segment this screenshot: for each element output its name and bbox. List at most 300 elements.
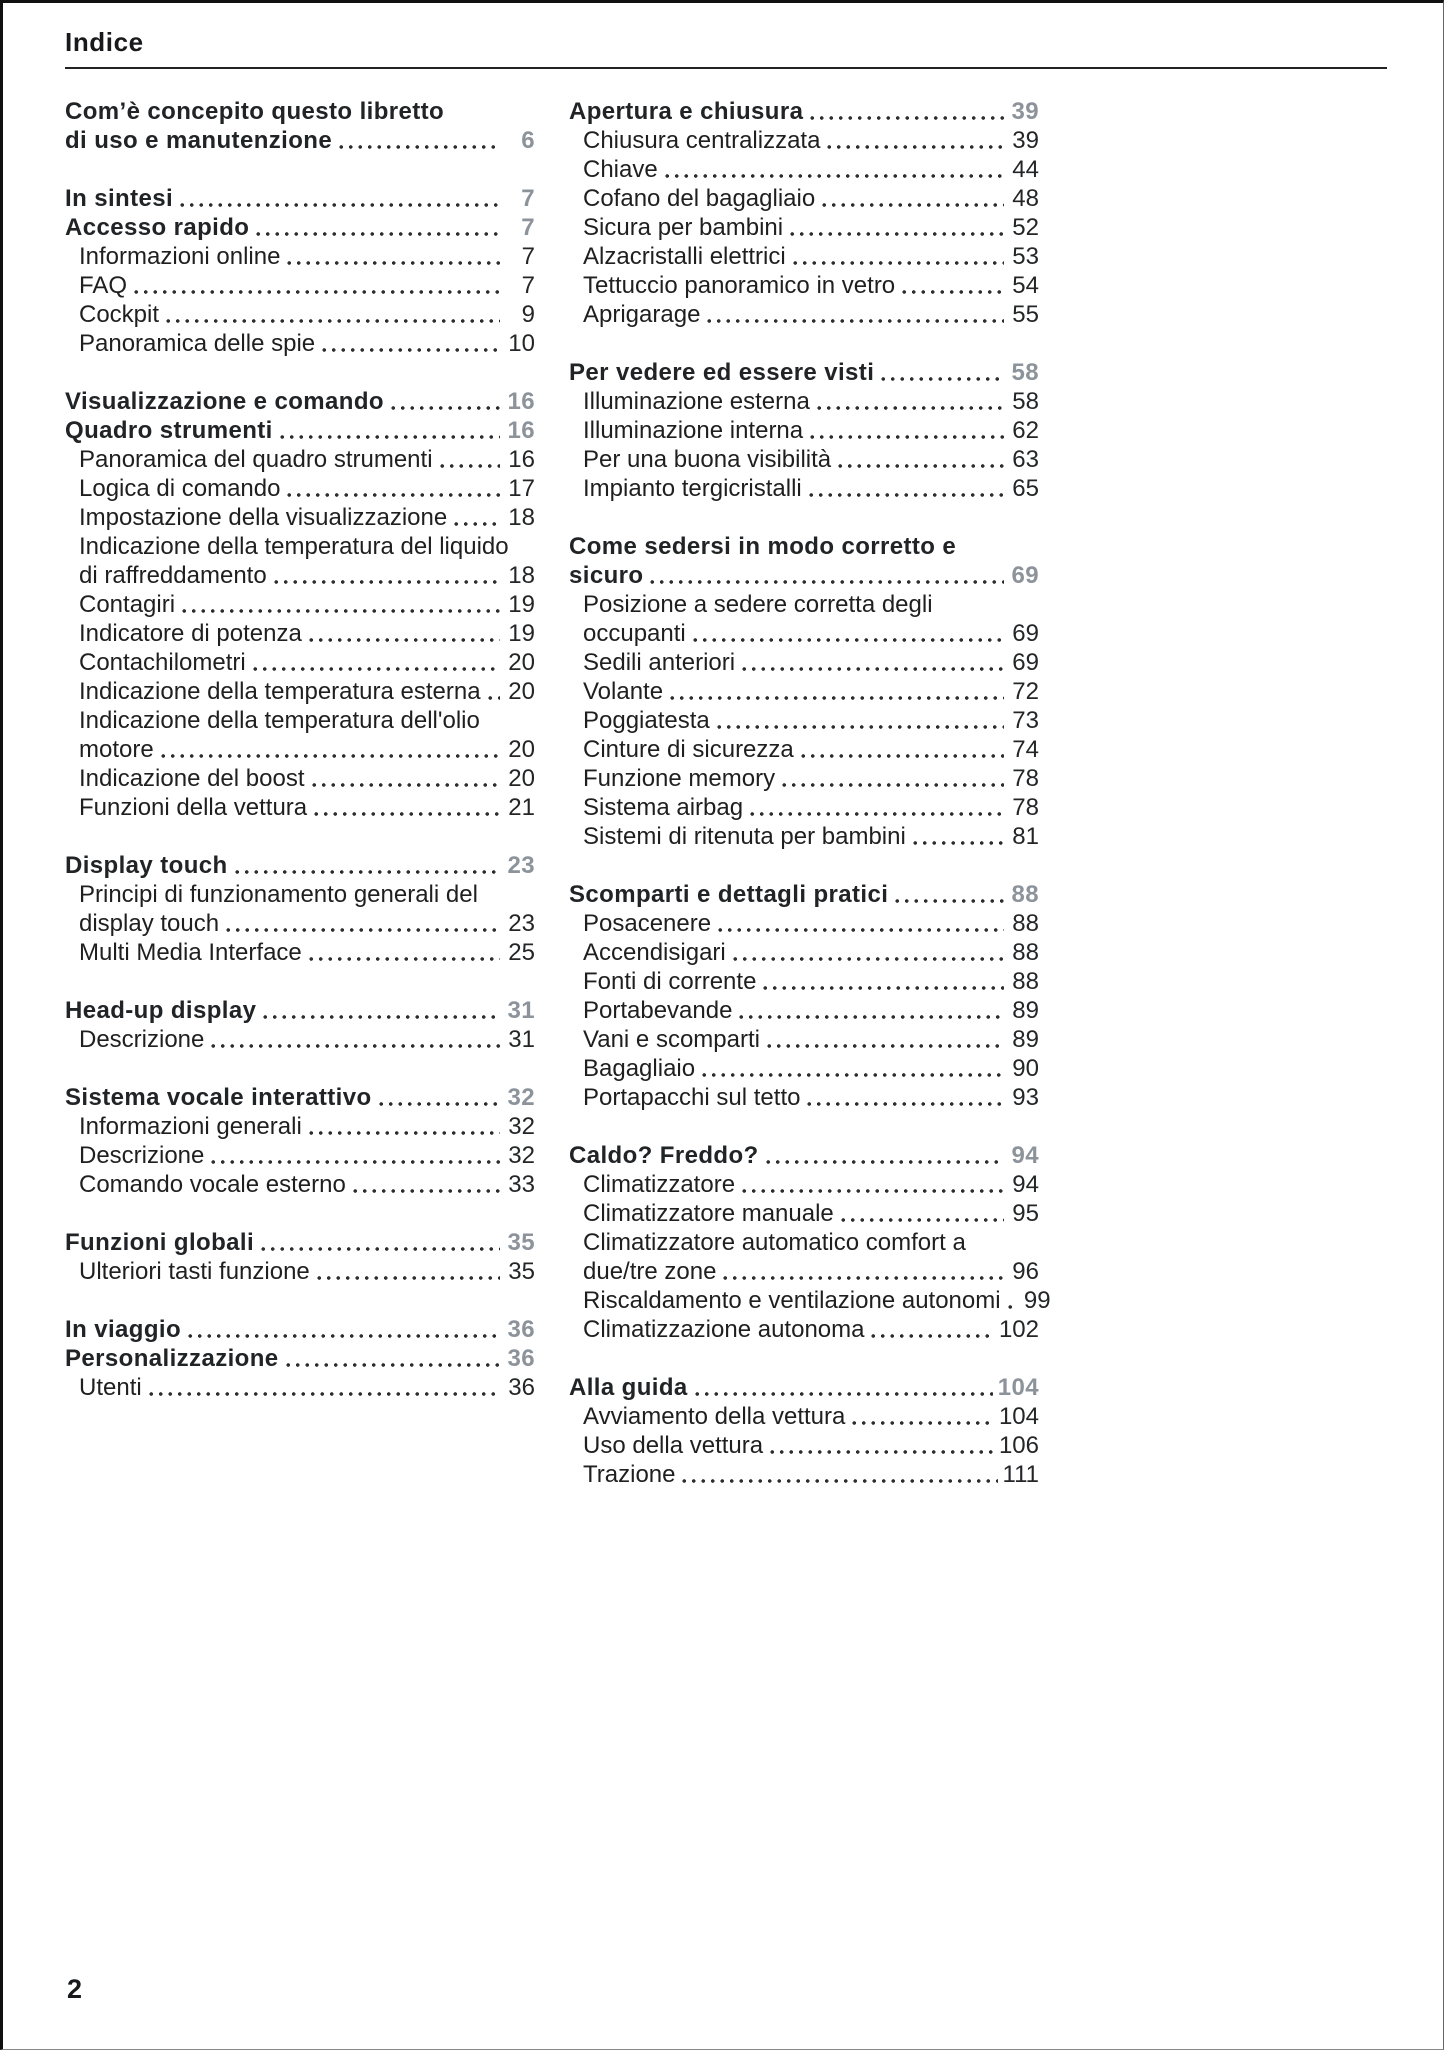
toc-entry: [569, 706, 1039, 735]
toc-entry-label: Contagiri: [79, 591, 176, 618]
toc-entry-row: [79, 445, 535, 474]
toc-entry-label: Trazione: [583, 1461, 676, 1488]
toc-entry-page-number: 23: [507, 852, 535, 879]
toc-entry-label: Poggiatesta: [583, 707, 710, 734]
toc-entry-page-number: 20: [508, 678, 535, 705]
toc-entry-page-number: 65: [1012, 475, 1039, 502]
toc-entry-label: Panoramica delle spie: [79, 330, 316, 357]
dot-leader: [379, 1098, 500, 1110]
toc-entry-row: [583, 909, 1039, 938]
toc-entry-row: [79, 242, 535, 271]
toc-entry-page-number: 36: [508, 1374, 535, 1401]
toc-entry-page-number: 6: [521, 127, 535, 154]
toc-entry-row: [65, 996, 535, 1025]
toc-entry-label: display touch: [79, 910, 220, 937]
toc-entry-page-number: 44: [1012, 156, 1039, 183]
toc-entry-row: [569, 358, 1039, 387]
toc-entry-row: [79, 1112, 535, 1141]
dot-leader: [902, 286, 1004, 298]
dot-leader: [280, 431, 500, 443]
toc-entry: [569, 677, 1039, 706]
toc-entry-label: Volante: [583, 678, 664, 705]
toc-entry-page-number: 16: [508, 446, 535, 473]
toc-entry: [569, 1402, 1039, 1431]
toc-entry-row: [79, 619, 535, 648]
toc-entry-page-number: 78: [1012, 765, 1039, 792]
toc-entry: [65, 271, 535, 300]
dot-leader: [723, 1272, 1004, 1284]
toc-group: [569, 1373, 1039, 1489]
toc-entry-page-number: 88: [1012, 939, 1039, 966]
toc-entry-page-number: 19: [508, 620, 535, 647]
toc-entry-row: [583, 1170, 1039, 1199]
toc-entry-row: [79, 1025, 535, 1054]
toc-entry-label: Visualizzazione e comando: [65, 388, 384, 415]
toc-entry-page-number: 111: [1002, 1461, 1039, 1488]
toc-entry: [569, 126, 1039, 155]
toc-entry-label: Alzacristalli elettrici: [583, 243, 786, 270]
toc-entry-row: [583, 967, 1039, 996]
toc-entry-page-number: 89: [1012, 1026, 1039, 1053]
toc-entry-line: Posizione a sedere corretta degli: [583, 591, 933, 618]
toc-entry-row: [583, 445, 1039, 474]
toc-entry: [65, 445, 535, 474]
toc-entry-label: Informazioni online: [79, 243, 281, 270]
toc-entry-page-number: 48: [1012, 185, 1039, 212]
toc-entry: [65, 1141, 535, 1170]
toc-entry: [65, 97, 535, 155]
toc-entry-row: [583, 1286, 1051, 1315]
toc-entry-row: [583, 1025, 1039, 1054]
toc-entry-row: [79, 938, 535, 967]
dot-leader: [767, 1040, 1004, 1052]
toc-entry-row: [583, 706, 1039, 735]
toc-entry-row: [583, 184, 1039, 213]
toc-entry-page-number: 33: [508, 1171, 535, 1198]
toc-entry-page-number: 55: [1012, 301, 1039, 328]
dot-leader: [750, 808, 1004, 820]
dot-leader: [314, 808, 500, 820]
toc-entry: [569, 793, 1039, 822]
toc-entry-page-number: 104: [998, 1403, 1039, 1430]
dot-leader: [881, 373, 1004, 385]
toc-entry: [65, 590, 535, 619]
toc-entry: [569, 1054, 1039, 1083]
toc-entry: [65, 474, 535, 503]
dot-leader: [211, 1156, 500, 1168]
dot-leader: [827, 141, 1004, 153]
toc-entry-row: [583, 996, 1039, 1025]
toc-entry-page-number: 7: [521, 243, 535, 270]
toc-entry-page-number: 36: [507, 1316, 535, 1343]
toc-entry-row: [79, 1257, 535, 1286]
toc-entry: [569, 938, 1039, 967]
toc-entry-label: Descrizione: [79, 1026, 205, 1053]
toc-entry-label: Caldo? Freddo?: [569, 1142, 759, 1169]
toc-entry-label: Impostazione della visualizzazione: [79, 504, 448, 531]
dot-leader: [682, 1475, 997, 1487]
toc-entry-row: [65, 387, 535, 416]
toc-entry-row: [583, 126, 1039, 155]
dot-leader: [149, 1388, 500, 1400]
toc-entry-label: Bagagliaio: [583, 1055, 696, 1082]
toc-entry: [65, 1112, 535, 1141]
header-rule: [65, 67, 1387, 69]
toc-entry-label: Chiusura centralizzata: [583, 127, 821, 154]
dot-leader: [742, 1185, 1004, 1197]
toc-entry-page-number: 69: [1011, 562, 1039, 589]
toc-entry-label: Accendisigari: [583, 939, 726, 966]
toc-entry: [569, 909, 1039, 938]
toc-entry-line: Climatizzatore automatico comfort a: [583, 1229, 966, 1256]
toc-entry: [65, 706, 535, 764]
toc-entry-page-number: 25: [508, 939, 535, 966]
dot-leader: [763, 982, 1004, 994]
toc-entry-page-number: 35: [507, 1229, 535, 1256]
toc-entry-page-number: 89: [1012, 997, 1039, 1024]
toc-entry-label: Illuminazione interna: [583, 417, 804, 444]
toc-entry: [569, 1141, 1039, 1170]
toc-entry: [65, 1373, 535, 1402]
toc-entry-label: Panoramica del quadro strumenti: [79, 446, 433, 473]
toc-entry: [65, 532, 535, 590]
toc-entry-row: [79, 1373, 535, 1402]
toc-entry-label: Multi Media Interface: [79, 939, 302, 966]
toc-entry-label: Illuminazione esterna: [583, 388, 810, 415]
toc-group: [569, 1141, 1051, 1344]
toc-entry: [569, 532, 1039, 590]
toc-entry-page-number: 63: [1012, 446, 1039, 473]
toc-entry-label: sicuro: [569, 562, 644, 589]
dot-leader: [339, 141, 500, 153]
toc-entry-page-number: 39: [1012, 127, 1039, 154]
toc-entry-page-number: 95: [1012, 1200, 1039, 1227]
toc-entry-label: Indicatore di potenza: [79, 620, 302, 647]
dot-leader: [670, 692, 1004, 704]
toc-entry: [65, 851, 535, 880]
toc-entry: [65, 1170, 535, 1199]
toc-entry-row: [65, 1344, 535, 1373]
toc-entry-label: Quadro strumenti: [65, 417, 273, 444]
toc-entry-row: [65, 213, 535, 242]
toc-entry-row: [65, 1228, 535, 1257]
dot-leader: [211, 1040, 500, 1052]
toc-entry: [65, 1315, 535, 1344]
toc-entry: [569, 735, 1039, 764]
toc-entry-label: Scomparti e dettagli pratici: [569, 881, 889, 908]
toc-entry: [569, 184, 1039, 213]
toc-entry-page-number: 74: [1012, 736, 1039, 763]
dot-leader: [810, 112, 1004, 124]
toc-entry: [569, 97, 1039, 126]
dot-leader: [488, 692, 500, 704]
toc-entry-row: [65, 1083, 535, 1112]
toc-entry-label: Vani e scomparti: [583, 1026, 760, 1053]
toc-entry: [65, 938, 535, 967]
dot-leader: [317, 1272, 500, 1284]
toc-entry-label: Alla guida: [569, 1374, 688, 1401]
toc-entry: [569, 1373, 1039, 1402]
toc-entry-page-number: 81: [1012, 823, 1039, 850]
toc-entry-row: [569, 880, 1039, 909]
toc-entry-page-number: 16: [507, 417, 535, 444]
toc-entry-label: Climatizzatore manuale: [583, 1200, 834, 1227]
toc-entry-page-number: 88: [1012, 968, 1039, 995]
toc-entry-label: Fonti di corrente: [583, 968, 757, 995]
toc-group: [65, 996, 535, 1054]
toc-entry: [569, 1025, 1039, 1054]
toc-entry-page-number: 35: [508, 1258, 535, 1285]
dot-leader: [718, 924, 1004, 936]
toc-entry-label: In sintesi: [65, 185, 174, 212]
dot-leader: [782, 779, 1004, 791]
toc-entry-label: Posacenere: [583, 910, 712, 937]
toc-entry-page-number: 31: [508, 1026, 535, 1053]
dot-leader: [287, 257, 500, 269]
dot-leader: [895, 895, 1004, 907]
dot-leader: [161, 750, 500, 762]
dot-leader: [322, 344, 500, 356]
toc-entry-page-number: 9: [521, 301, 535, 328]
page-title: Indice: [65, 27, 144, 57]
toc-entry-row: [569, 561, 1039, 590]
toc-entry-line: Indicazione della temperatura del liquido: [79, 533, 509, 560]
toc-entry: [569, 213, 1039, 242]
toc-entry-page-number: 73: [1012, 707, 1039, 734]
toc-entry-page-number: 58: [1011, 359, 1039, 386]
dot-leader: [286, 1359, 500, 1371]
toc-entry-row: [79, 474, 535, 503]
toc-entry-page-number: 39: [1011, 98, 1039, 125]
toc-entry-row: [79, 329, 535, 358]
toc-entry: [569, 271, 1039, 300]
toc-entry-page-number: 96: [1012, 1258, 1039, 1285]
toc-column-right: [569, 97, 1051, 1489]
toc-entry-label: Indicazione della temperatura esterna: [79, 678, 481, 705]
toc-entry-row: [65, 416, 535, 445]
toc-entry-label: Head-up display: [65, 997, 257, 1024]
toc-entry-page-number: 10: [508, 330, 535, 357]
dot-leader: [841, 1214, 1004, 1226]
toc-entry-page-number: 18: [508, 562, 535, 589]
toc-group: [569, 532, 1039, 851]
toc-entry: [569, 1286, 1051, 1315]
toc-entry-row: [583, 155, 1039, 184]
toc-entry-row: [583, 271, 1039, 300]
toc-entry: [569, 242, 1039, 271]
toc-entry-page-number: 54: [1012, 272, 1039, 299]
toc-entry-row: [79, 561, 535, 590]
toc-entry: [569, 474, 1039, 503]
toc-group: [65, 97, 535, 155]
dot-leader: [822, 199, 1004, 211]
toc-entry: [65, 793, 535, 822]
toc-entry: [569, 1199, 1039, 1228]
toc-entry-label: Impianto tergicristalli: [583, 475, 802, 502]
toc-entry: [65, 213, 535, 242]
toc-entry-label: Sistemi di ritenuta per bambini: [583, 823, 906, 850]
toc-group: [65, 184, 535, 358]
toc-entry-label: Sistema vocale interattivo: [65, 1084, 372, 1111]
dot-leader: [309, 1127, 500, 1139]
toc-entry-line: Come sedersi in modo corretto e: [569, 533, 957, 560]
toc-entry-page-number: 7: [521, 214, 535, 241]
dot-leader: [707, 315, 1004, 327]
toc-entry-label: Apertura e chiusura: [569, 98, 804, 125]
toc-entry-row: [583, 793, 1039, 822]
toc-entry-row: [569, 1373, 1039, 1402]
dot-leader: [261, 1243, 500, 1255]
toc-entry-label: Funzione memory: [583, 765, 776, 792]
toc-entry-label: Per una buona visibilità: [583, 446, 832, 473]
toc-entry-label: Ulteriori tasti funzione: [79, 1258, 310, 1285]
toc-entry: [569, 358, 1039, 387]
toc-entry-page-number: 36: [507, 1345, 535, 1372]
dot-leader: [809, 489, 1004, 501]
toc-entry-label: di uso e manutenzione: [65, 127, 333, 154]
dot-leader: [182, 605, 500, 617]
toc-entry-row: [79, 1141, 535, 1170]
toc-entry-label: FAQ: [79, 272, 128, 299]
toc-entry: [569, 1228, 1039, 1286]
toc-entry-line: Principi di funzionamento generali del: [79, 881, 478, 908]
toc-entry-page-number: 20: [508, 765, 535, 792]
dot-leader: [134, 286, 500, 298]
toc-entry-page-number: 94: [1012, 1171, 1039, 1198]
toc-entry-line: Com’è concepito questo libretto: [65, 98, 445, 125]
toc-entry-label: Avviamento della vettura: [583, 1403, 846, 1430]
toc-entry-row: [65, 126, 535, 155]
dot-leader: [801, 750, 1004, 762]
dot-leader: [793, 257, 1004, 269]
toc-entry: [569, 764, 1039, 793]
toc-entry-row: [583, 387, 1039, 416]
footer-page-number: 2: [67, 1974, 83, 2004]
toc-entry-row: [569, 97, 1039, 126]
toc-entry: [65, 1025, 535, 1054]
dot-leader: [188, 1330, 500, 1342]
toc-entry-label: occupanti: [583, 620, 686, 647]
dot-leader: [852, 1417, 994, 1429]
toc-entry-row: [65, 1315, 535, 1344]
toc-entry-row: [583, 242, 1039, 271]
dot-leader: [440, 460, 500, 472]
toc-entry-page-number: 104: [997, 1374, 1039, 1401]
toc-entry-label: In viaggio: [65, 1316, 182, 1343]
toc-entry-page-number: 88: [1012, 910, 1039, 937]
toc-entry: [65, 416, 535, 445]
toc-group: [65, 387, 535, 822]
toc-entry-page-number: 72: [1012, 678, 1039, 705]
toc-entry-row: [583, 938, 1039, 967]
toc-entry-page-number: 62: [1012, 417, 1039, 444]
dot-leader: [665, 170, 1004, 182]
toc-entry-page-number: 20: [508, 649, 535, 676]
toc-entry-page-number: 31: [507, 997, 535, 1024]
dot-leader: [695, 1388, 993, 1400]
toc-entry-label: Chiave: [583, 156, 658, 183]
toc-group: [569, 880, 1039, 1112]
toc-entry-page-number: 106: [998, 1432, 1039, 1459]
toc-entry: [65, 880, 535, 938]
toc-entry-page-number: 17: [508, 475, 535, 502]
toc-entry: [65, 387, 535, 416]
toc-entry-row: [583, 1402, 1039, 1431]
toc-entry-page-number: 32: [507, 1084, 535, 1111]
toc-entry-label: Logica di comando: [79, 475, 281, 502]
toc-entry-row: [79, 503, 535, 532]
dot-leader: [180, 199, 500, 211]
toc-entry-label: Cockpit: [79, 301, 160, 328]
dot-leader: [263, 1011, 500, 1023]
toc-entry-label: Sistema airbag: [583, 794, 744, 821]
toc-entry: [569, 1460, 1039, 1489]
toc-entry-page-number: 94: [1011, 1142, 1039, 1169]
toc-entry-label: di raffreddamento: [79, 562, 267, 589]
toc-entry-label: Cinture di sicurezza: [583, 736, 794, 763]
toc-entry-row: [583, 1257, 1039, 1286]
toc-entry-row: [583, 1431, 1039, 1460]
dot-leader: [770, 1446, 994, 1458]
dot-leader: [1008, 1301, 1016, 1313]
dot-leader: [742, 663, 1004, 675]
toc-entry-row: [583, 735, 1039, 764]
toc-entry: [65, 503, 535, 532]
toc-entry-row: [583, 619, 1039, 648]
toc-entry: [65, 1257, 535, 1286]
toc-entry: [569, 445, 1039, 474]
dot-leader: [766, 1156, 1004, 1168]
toc-entry: [569, 1083, 1039, 1112]
toc-entry-label: due/tre zone: [583, 1258, 717, 1285]
toc-entry-label: Comando vocale esterno: [79, 1171, 346, 1198]
toc-columns: [65, 97, 1443, 1489]
toc-entry-row: [583, 300, 1039, 329]
toc-entry-row: [583, 1460, 1039, 1489]
toc-entry: [569, 822, 1039, 851]
toc-entry-label: Accesso rapido: [65, 214, 250, 241]
toc-entry-label: Funzioni globali: [65, 1229, 255, 1256]
toc-entry-row: [79, 764, 535, 793]
toc-entry-row: [79, 909, 535, 938]
dot-leader: [312, 779, 501, 791]
toc-entry-row: [79, 300, 535, 329]
dot-leader: [807, 1098, 1004, 1110]
toc-entry-label: Indicazione del boost: [79, 765, 305, 792]
toc-entry-row: [65, 851, 535, 880]
toc-entry: [65, 619, 535, 648]
dot-leader: [838, 460, 1004, 472]
toc-entry-row: [79, 1170, 535, 1199]
dot-leader: [810, 431, 1004, 443]
toc-entry-label: Display touch: [65, 852, 228, 879]
toc-entry-label: Portabevande: [583, 997, 733, 1024]
toc-entry-row: [79, 271, 535, 300]
toc-entry-row: [79, 677, 535, 706]
page-header: [65, 27, 1443, 69]
toc-entry-row: [79, 648, 535, 677]
toc-entry-page-number: 7: [521, 272, 535, 299]
toc-entry-page-number: 93: [1012, 1084, 1039, 1111]
toc-entry-page-number: 52: [1012, 214, 1039, 241]
toc-entry: [569, 300, 1039, 329]
dot-leader: [913, 837, 1004, 849]
toc-entry-page-number: 53: [1012, 243, 1039, 270]
toc-entry-label: Tettuccio panoramico in vetro: [583, 272, 896, 299]
toc-entry: [65, 996, 535, 1025]
dot-leader: [817, 402, 1004, 414]
toc-entry: [569, 648, 1039, 677]
